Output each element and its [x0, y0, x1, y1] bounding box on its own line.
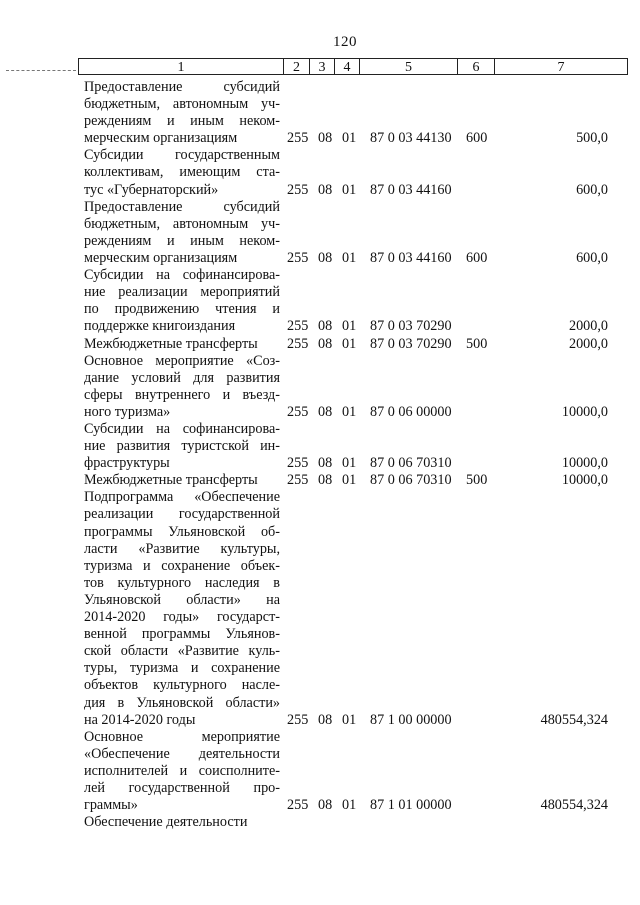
cell-c4: 01	[342, 250, 357, 266]
cell-c2: 255	[287, 455, 309, 472]
header-col-2: 2	[283, 58, 310, 75]
row-name-line: исполнителей и соисполните-	[84, 762, 280, 779]
cell-c7: 480554,324	[540, 711, 608, 728]
cell-c7: 480554,324	[540, 797, 608, 814]
row-name-line: мерческим организациям	[84, 130, 238, 147]
cell-c5: 87 0 06 70310	[370, 472, 452, 489]
cell-c5: 87 0 03 44160	[370, 181, 452, 198]
cell-c7: 500,0	[576, 130, 608, 147]
row-name-line: дание условий для развития	[84, 369, 280, 386]
cell-c3: 08	[318, 130, 333, 147]
row-name-line: ного туризма»	[84, 403, 171, 420]
cell-c6: 600	[466, 130, 488, 147]
row-name-line: Ульяновской области» на	[84, 591, 280, 608]
cell-c4: 01	[342, 797, 357, 814]
row-name-line: Обеспечение деятельности	[84, 814, 248, 831]
cell-c3: 08	[318, 797, 333, 814]
cell-c4: 01	[342, 711, 357, 728]
cell-c2: 255	[287, 472, 309, 489]
header-col-6: 6	[457, 58, 495, 75]
cell-c7: 10000,0	[561, 455, 608, 472]
row-name-line: Основное мероприятие «Соз-	[84, 352, 280, 369]
row-name-line: Межбюджетные трансферты	[84, 472, 258, 489]
row-name-line: фраструктуры	[84, 455, 170, 472]
row-name-line: бюджетным, автономным уч-	[84, 96, 280, 113]
cell-c2: 255	[287, 318, 309, 335]
row-name-line: тус «Губернаторский»	[84, 181, 219, 198]
cell-c5: 87 0 03 70290	[370, 318, 452, 335]
cell-c7: 2000,0	[568, 335, 608, 352]
cell-c7: 600,0	[576, 250, 608, 266]
row-name	[84, 79, 280, 147]
cell-c7: 600,0	[576, 181, 608, 198]
cell-c2: 255	[287, 711, 309, 728]
cell-c4: 01	[342, 403, 357, 420]
cell-c5: 87 0 03 44130	[370, 130, 452, 147]
row-name-line: граммы»	[84, 797, 138, 814]
cell-c5: 87 1 00 00000	[370, 711, 452, 728]
cell-c7: 10000,0	[561, 472, 608, 489]
cell-c6: 500	[466, 472, 488, 489]
row-name-line: объектов культурного насле-	[84, 677, 280, 694]
cell-c3: 08	[318, 335, 333, 352]
cell-c5: 87 1 01 00000	[370, 797, 452, 814]
row-name	[84, 729, 280, 814]
cell-c5: 87 0 03 44160	[370, 250, 452, 266]
row-name	[84, 814, 280, 831]
row-name-line: дия в Ульяновской области»	[84, 694, 280, 711]
cell-c3: 08	[318, 711, 333, 728]
row-name	[84, 199, 280, 267]
cell-c2: 255	[287, 130, 309, 147]
row-name-line: Основное мероприятие	[84, 728, 280, 745]
row-name-line: Субсидии государственным	[84, 147, 280, 164]
cell-c2: 255	[287, 403, 309, 420]
row-name-line: «Обеспечение деятельности	[84, 745, 280, 762]
header-col-5: 5	[359, 58, 458, 75]
row-name-line: Подпрограмма «Обеспечение	[84, 489, 280, 506]
row-name-line: программы Ульяновской об-	[84, 523, 280, 540]
header-col-7: 7	[494, 58, 628, 75]
cell-c4: 01	[342, 130, 357, 147]
row-name-line: венной программы Ульянов-	[84, 626, 280, 643]
cell-c4: 01	[342, 335, 357, 352]
row-name-line: по продвижению чтения и	[84, 301, 280, 318]
row-name-line: Предоставление субсидий	[84, 79, 280, 95]
row-name-line: сферы внутреннего и въезд-	[84, 386, 280, 403]
row-name-line: реждениям и иным неком-	[84, 113, 280, 130]
cell-c4: 01	[342, 318, 357, 335]
cell-c7: 2000,0	[568, 318, 608, 335]
cell-c2: 255	[287, 335, 309, 352]
row-name-line: туры, туризма и сохранение	[84, 660, 280, 677]
cell-c3: 08	[318, 403, 333, 420]
row-name-line: туризма и сохранение объек-	[84, 557, 280, 574]
cell-c2: 255	[287, 797, 309, 814]
row-name	[84, 472, 280, 489]
row-name-line: Субсидии на софинансирова-	[84, 267, 280, 284]
row-name-line: поддержке книгоиздания	[84, 318, 236, 335]
cell-c5: 87 0 03 70290	[370, 335, 452, 352]
row-name	[84, 336, 280, 353]
row-name-line: Субсидии на софинансирова-	[84, 421, 280, 437]
row-name-line: ние реализации мероприятий	[84, 284, 280, 301]
cell-c5: 87 0 06 70310	[370, 455, 452, 472]
row-name-line: реализации государственной	[84, 506, 280, 523]
cell-c5: 87 0 06 00000	[370, 403, 452, 420]
cell-c4: 01	[342, 472, 357, 489]
row-name-line: мерческим организациям	[84, 249, 238, 266]
cell-c2: 255	[287, 250, 309, 266]
row-name-line: Предоставление субсидий	[84, 198, 280, 215]
row-name-line: ской области «Развитие куль-	[84, 643, 280, 660]
cell-c3: 08	[318, 318, 333, 335]
row-name	[84, 353, 280, 421]
cell-c3: 08	[318, 455, 333, 472]
row-name-line: тов культурного наследия в	[84, 574, 280, 591]
row-name	[84, 267, 280, 335]
row-name	[84, 421, 280, 472]
row-name-line: реждениям и иным неком-	[84, 232, 280, 249]
header-col-3: 3	[309, 58, 335, 75]
cell-c2: 255	[287, 181, 309, 198]
row-name-line: Межбюджетные трансферты	[84, 335, 258, 352]
cell-c7: 10000,0	[561, 403, 608, 420]
scan-artifact-line	[6, 70, 76, 72]
cell-c3: 08	[318, 472, 333, 489]
cell-c6: 500	[466, 335, 488, 352]
page-number: 120	[333, 34, 357, 50]
cell-c3: 08	[318, 250, 333, 266]
row-name-line: на 2014-2020 годы	[84, 711, 196, 728]
header-col-4: 4	[334, 58, 360, 75]
row-name-line: ласти «Развитие культуры,	[84, 540, 280, 557]
row-name	[84, 147, 280, 198]
row-name	[84, 489, 280, 728]
cell-c6: 600	[466, 250, 488, 266]
cell-c4: 01	[342, 455, 357, 472]
row-name-line: ние развития туристской ин-	[84, 438, 280, 455]
cell-c3: 08	[318, 181, 333, 198]
header-col-1: 1	[78, 58, 284, 75]
row-name-line: 2014-2020 годы» государст-	[84, 609, 280, 626]
row-name-line: бюджетным, автономным уч-	[84, 215, 280, 232]
row-name-line: коллективам, имеющим ста-	[84, 164, 280, 181]
row-name-line: лей государственной про-	[84, 780, 280, 797]
cell-c4: 01	[342, 181, 357, 198]
